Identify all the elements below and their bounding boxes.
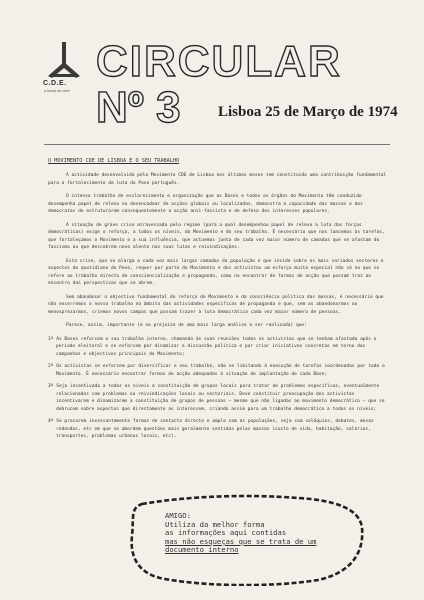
paragraph: Parece, assim, importante (e no prejuízo de uma mais larga análise a ser realizada) que: <box>66 323 307 328</box>
note-line: mas não esqueças que se trata de um <box>165 536 317 546</box>
note-line: as informações aqui contidas <box>165 528 287 538</box>
note-line: Utiliza da melhor forma <box>165 519 265 529</box>
list-item: 1º As Bases reforcem o seu trabalho interno, chamando às suas reuniões todos os activistas que se tenham afastado após o período eleitoral e se esforcem por dinamizar a discussão política e por criar iniciativas concretas em torno das campanhas e objectivos principais do Movimento; <box>48 336 377 357</box>
cde-logo-icon <box>44 40 84 96</box>
list-item: 2º Os activistas se esforcem por diversificar o seu trabalho, não se limitando à execução de tarefas coordenadas por todo o Movimento. É necessário encontrar formas de acção adequadas à situação de implantação de cada Base; <box>48 364 385 377</box>
paragraph: A actividade desenvolvida pelo Movimento CDE de Lisboa nos últimos meses tem constituido uma contribuição fundamental para o fortalecimento da luta do Povo português. <box>48 173 387 186</box>
note-greeting: AMIGO: <box>165 511 191 520</box>
paragraph: O intenso trabalho de esclarecimento e organização que as Bases e todos os órgãos do Movimento têm conduzido desempenha papel de relevo no desencadear de acções globais ou localizadas, demonstra a capacidade das massas e dos democratas de estruturarem consequentemente a acção anti-fascista e de defesa dos interesses populares. <box>48 194 363 214</box>
note-line: documento interno <box>165 545 239 555</box>
list-item: 3º Seja incentivada a todos os níveis a constituição de grupos locais para tratar de problemas específicos, eventualmente relacionados com problemas ou reivindicações locais ou sectoriais. Deve constituir preocupação dos activistas incentivarem e dinamizarem a constituição de grupos de pessoas — mesmo que não ligadas ao movimento democrático — que se debrucem sobre aspectos que directamente as interessem, criando assim para um trabalho democrático a todos os níveis; <box>48 384 385 412</box>
paragraph: A situação de grave crise atravessada pelo regime (para a qual desempenhou papel de relevo a luta das forças democráticas) exige o reforço, a todos os níveis, do Movimento e do seu trabalho. É necessário que nos lancemos às tarefas, que fortaleçamos o Movimento e a sua influência, que actuemos junto de cada vez maior número de camadas que se afastam do fascismo ou que descobrem novo alento nas suas lutas e reivindicações. <box>48 222 385 250</box>
list-item: 4º Se procurem incessantemente formas de contacto directo e amplo com as populações, seja com colóquios, debates, mesas redondas, etc em que se abordem questões mais geralmente sentidas pelas massas (custo de vida, habitação, salários, transportes, problemas urbanos locais, etc). <box>48 419 374 439</box>
circular-number: Nº 3 <box>96 83 181 132</box>
internal-note <box>165 512 365 555</box>
section-title: O MOVIMENTO CDE DE LISBOA E O SEU TRABALHO <box>48 158 180 164</box>
org-tagline: a forma de viver <box>44 89 70 93</box>
document-body <box>48 172 388 446</box>
action-list <box>48 336 388 441</box>
org-acronym: C.D.E. <box>43 80 67 87</box>
date-line: Lisboa 25 de Março de 1974 <box>218 104 398 120</box>
divider <box>44 144 390 145</box>
paragraph: Esta crise, que se alarga a cada vez mais largas camadas da população e que incide sobre os mais variados sectores e aspectos do quotidiano do Povo, requer por parte do Movimento e dos activistas um esforço muito especial não só no que se refere ao trabalho directo de consciencialização e propaganda, como no encontrar de formas de acção que possam traz ao encontro das perspectivas que se abrem. <box>48 258 384 286</box>
page-title: CIRCULAR <box>96 37 342 86</box>
paragraph: Sem abandonar o objectivo fundamental do reforço do Movimento e da consciência política das massas, é necessário que não encerremos o nosso trabalho no âmbito das actividades específicas de propaganda e que, sem as abandonarmos ou menosprezarmos, criemos novos campos que possam trazer à luta democrática cada vez maior número de pessoas. <box>48 294 384 315</box>
